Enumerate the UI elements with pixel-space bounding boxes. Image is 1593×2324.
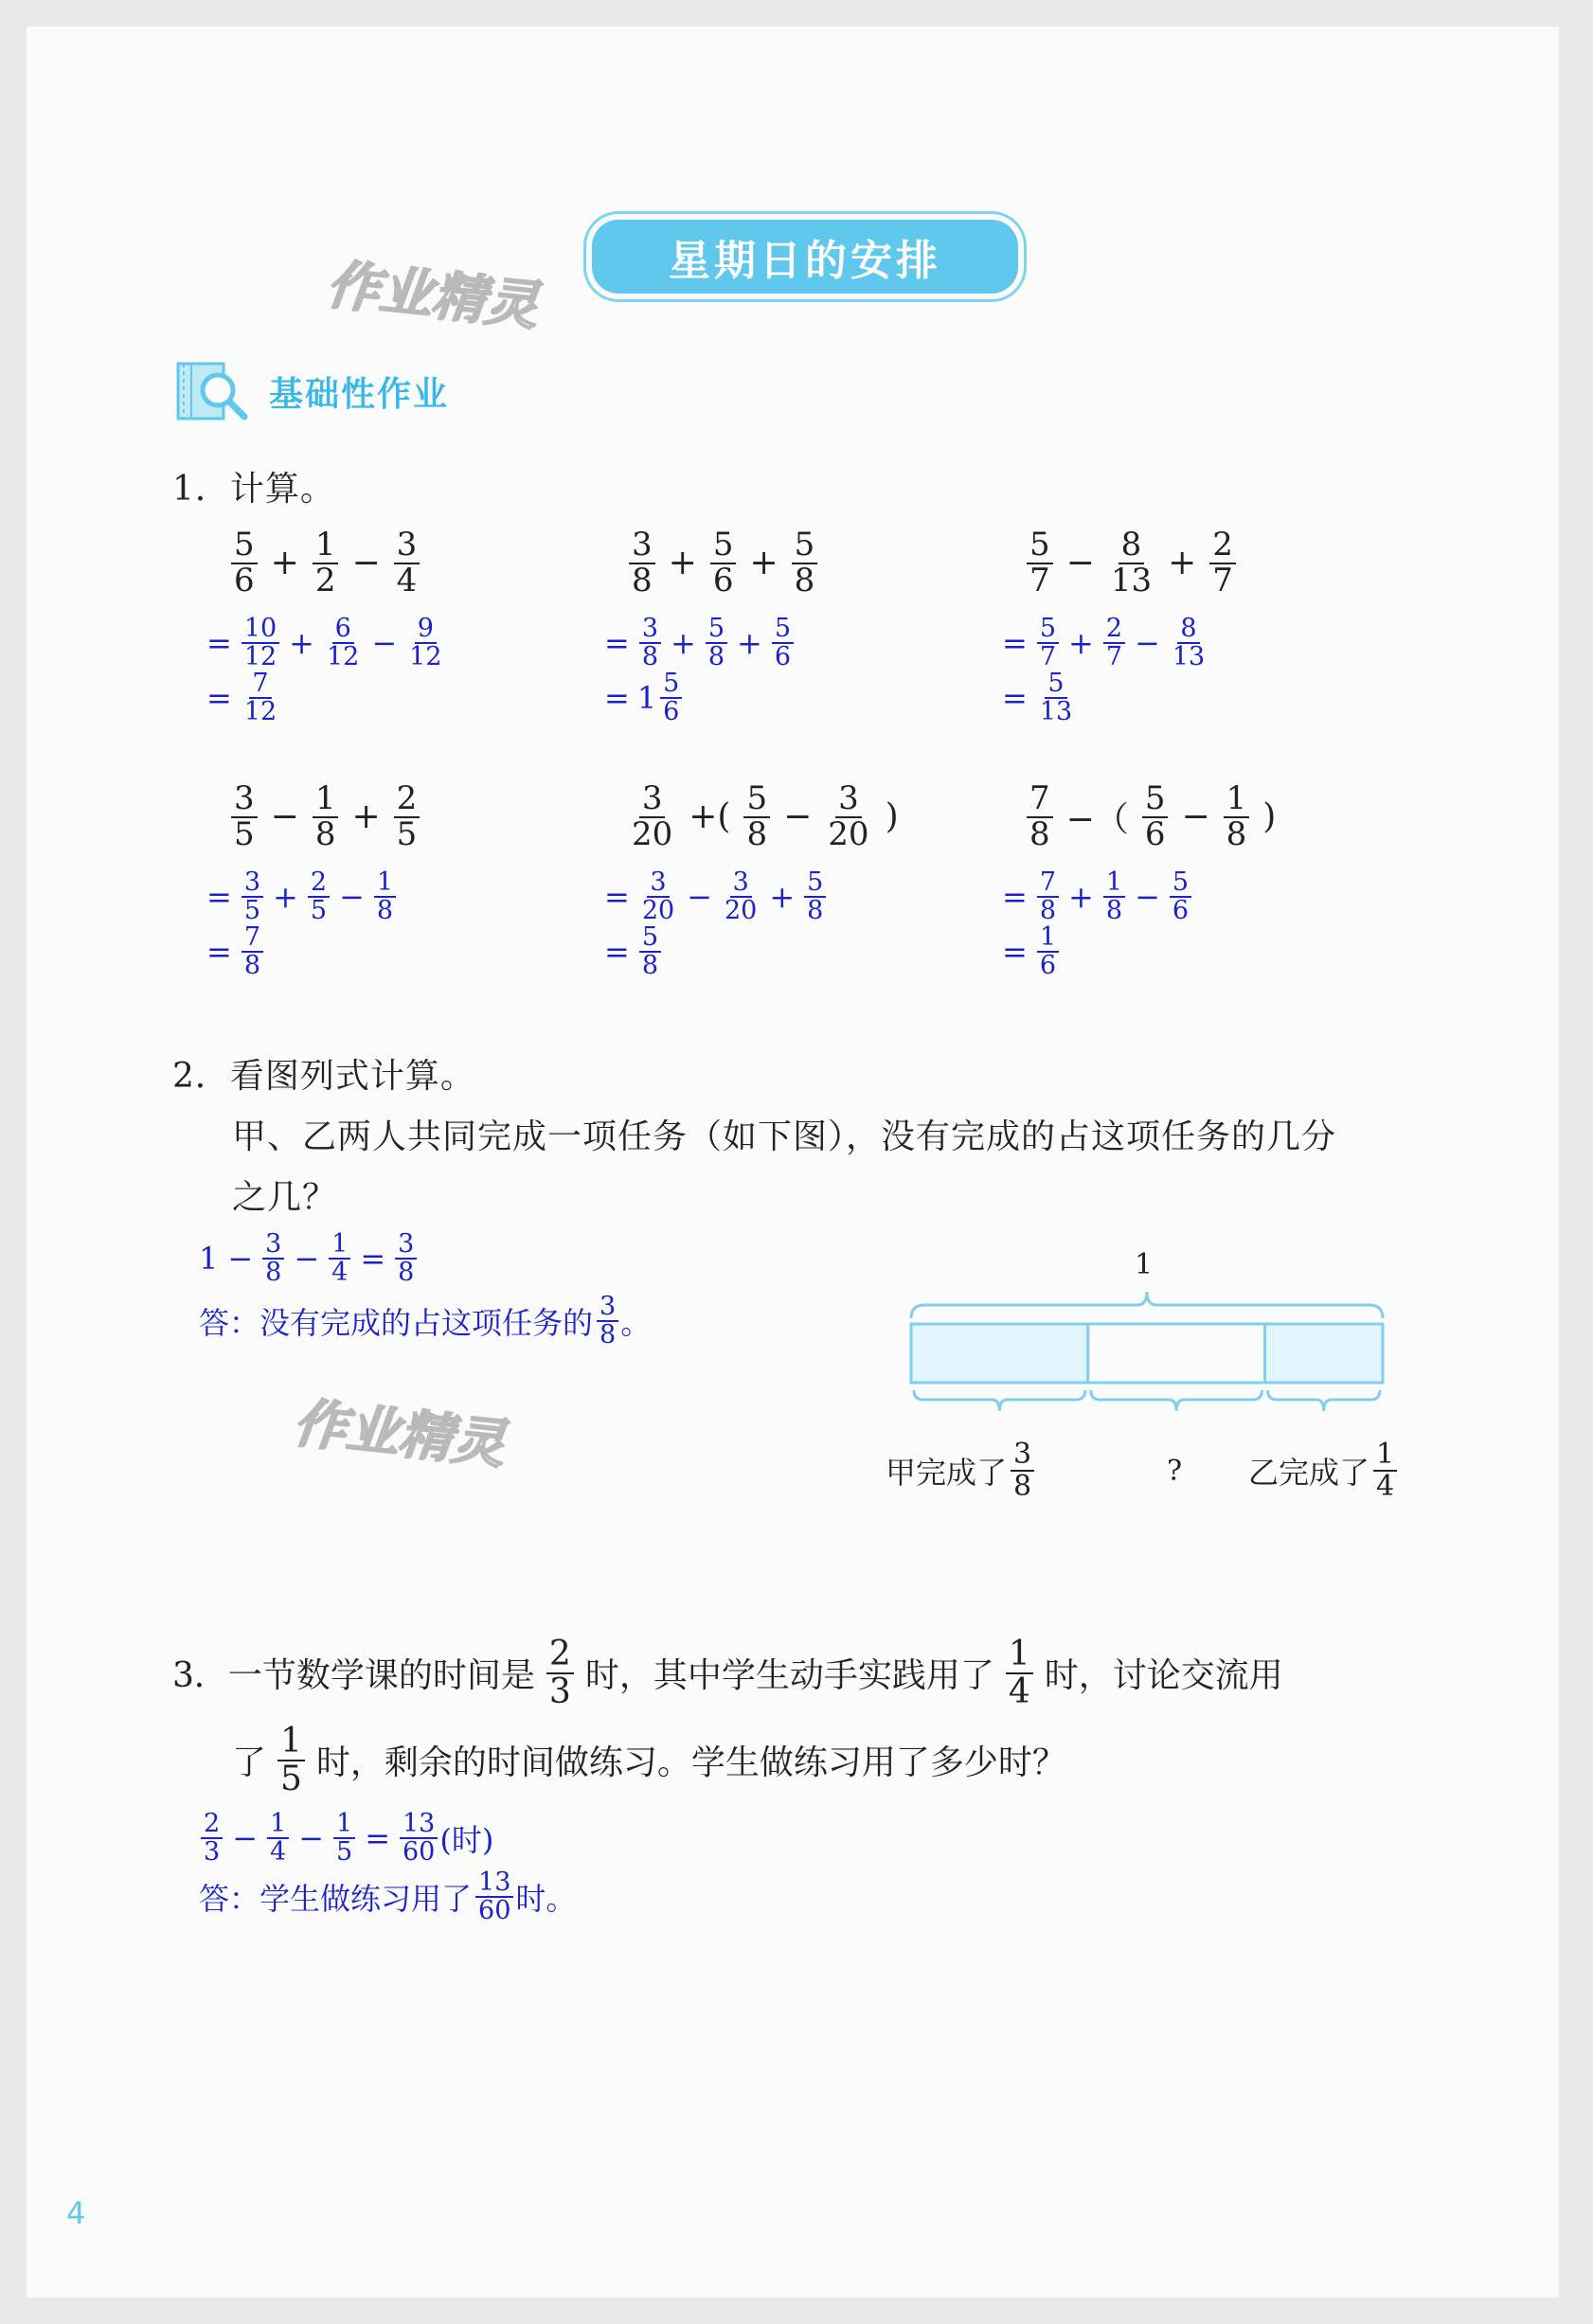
numerator: 2 xyxy=(308,869,330,898)
operator: + xyxy=(270,544,299,583)
numerator: 3 xyxy=(242,869,263,898)
q3-fraction-c: $\frac{1}{5}$ xyxy=(277,1724,305,1797)
denominator: 12 xyxy=(326,642,360,672)
fraction xyxy=(1027,779,1053,853)
operator: = xyxy=(1002,879,1028,916)
fraction xyxy=(267,1811,289,1867)
numerator: 3 xyxy=(394,528,421,564)
denominator: 8 xyxy=(632,561,653,599)
text: 1 xyxy=(636,680,657,717)
operator: − xyxy=(1135,625,1160,662)
q3-answer-equation xyxy=(199,1811,495,1867)
fraction xyxy=(242,869,263,925)
q2-answer-text xyxy=(199,1294,653,1350)
operator: + xyxy=(351,797,381,837)
q3-fraction-a: $\frac{2}{3}$ xyxy=(546,1636,574,1710)
numerator: 2 xyxy=(201,1811,223,1839)
fraction xyxy=(629,528,655,598)
numerator: 3 xyxy=(231,782,258,818)
fraction xyxy=(706,616,727,671)
diagram-right-label xyxy=(1248,1439,1401,1501)
operator: − xyxy=(351,544,381,583)
operator: − xyxy=(298,1820,324,1857)
numerator: 3 xyxy=(629,528,655,564)
fraction xyxy=(639,869,677,925)
denominator: 8 xyxy=(641,951,658,981)
numerator: 1 xyxy=(374,869,396,898)
text: 。 xyxy=(620,1305,652,1342)
fraction xyxy=(825,779,871,853)
fraction xyxy=(329,1231,350,1287)
operator: − xyxy=(1181,797,1210,837)
denominator: 5 xyxy=(243,896,260,926)
numerator: 5 xyxy=(710,528,737,564)
denominator: 5 xyxy=(396,814,418,853)
denominator: 4 xyxy=(270,1837,287,1868)
numerator: 1 xyxy=(1224,782,1250,818)
numerator: 3 xyxy=(597,1294,618,1322)
problem-result xyxy=(199,924,265,980)
fraction xyxy=(629,779,675,853)
numerator: 5 xyxy=(1045,670,1066,699)
denominator: 7 xyxy=(1039,642,1056,672)
fraction xyxy=(242,924,263,980)
numerator: 1 xyxy=(313,782,339,818)
denominator: 8 xyxy=(641,642,658,672)
denominator: 12 xyxy=(243,642,277,672)
fraction xyxy=(308,869,330,925)
denominator: 8 xyxy=(1226,814,1247,853)
numerator: 5 xyxy=(639,924,661,953)
operator: + xyxy=(769,879,796,916)
numerator: 1 xyxy=(1103,869,1125,898)
denominator: 12 xyxy=(409,642,442,672)
operator: − xyxy=(371,625,398,662)
problem-expression xyxy=(227,779,423,853)
text: 时。 xyxy=(515,1881,577,1918)
section-header xyxy=(176,358,449,424)
problem-result xyxy=(994,924,1061,980)
numerator: 5 xyxy=(1037,616,1059,644)
problem-result xyxy=(199,670,281,726)
operator: ) xyxy=(1262,797,1277,837)
operator: = xyxy=(206,625,232,662)
fraction xyxy=(1209,528,1236,598)
fraction xyxy=(262,1231,284,1287)
q3-answer-text xyxy=(199,1869,578,1925)
diagram-mid-label: ? xyxy=(1167,1455,1184,1488)
bar-segment xyxy=(1265,1324,1384,1383)
total-brace xyxy=(911,1292,1383,1318)
numerator: 3 xyxy=(835,782,862,818)
fraction xyxy=(639,616,661,671)
numerator: 5 xyxy=(1170,869,1191,898)
numerator: 7 xyxy=(1027,782,1053,818)
fraction xyxy=(639,924,661,980)
fraction xyxy=(475,1869,513,1925)
denominator: 8 xyxy=(807,896,824,926)
diagram-left-fraction: $\frac{3}{8}$ xyxy=(1011,1439,1034,1501)
denominator: 13 xyxy=(1039,697,1073,727)
fraction xyxy=(1037,924,1059,980)
operator: + xyxy=(737,625,762,662)
operator: − xyxy=(232,1820,258,1857)
text: 1 xyxy=(199,1241,219,1278)
fraction xyxy=(1170,616,1208,671)
fraction xyxy=(394,528,421,598)
watermark-2: 作业精灵 xyxy=(290,1392,509,1476)
numerator: 2 xyxy=(1103,616,1125,644)
denominator: 8 xyxy=(1039,896,1056,926)
operator: = xyxy=(206,680,232,717)
operator: = xyxy=(604,680,630,717)
operator: = xyxy=(360,1241,386,1278)
denominator: 13 xyxy=(1172,642,1206,672)
fraction xyxy=(395,1231,417,1287)
numerator: 1 xyxy=(333,1811,355,1839)
fraction xyxy=(597,1294,618,1350)
numerator: 3 xyxy=(639,616,661,644)
bar-segment xyxy=(1088,1324,1265,1383)
problem-step xyxy=(994,616,1209,671)
fraction xyxy=(792,528,818,598)
q2-answer-equation xyxy=(199,1231,419,1287)
operator: = xyxy=(1002,625,1028,662)
fraction xyxy=(1108,528,1154,598)
numerator: 3 xyxy=(730,869,752,898)
denominator: 20 xyxy=(828,814,869,853)
numerator: 3 xyxy=(395,1231,417,1260)
denominator: 6 xyxy=(774,642,791,672)
fraction xyxy=(710,528,737,598)
operator: + xyxy=(273,879,298,916)
numerator: 5 xyxy=(743,782,770,818)
problem-step xyxy=(199,616,447,671)
fraction xyxy=(1142,779,1169,853)
fraction xyxy=(201,1811,223,1867)
numerator: 5 xyxy=(772,616,794,644)
operator: − xyxy=(270,797,299,837)
numerator: 3 xyxy=(639,782,666,818)
denominator: 8 xyxy=(707,642,725,672)
fraction xyxy=(242,616,279,671)
numerator: 5 xyxy=(804,869,826,898)
fraction xyxy=(400,1811,438,1867)
segment-brace xyxy=(1268,1390,1381,1411)
numerator: 5 xyxy=(660,670,682,699)
numerator: 7 xyxy=(249,670,271,699)
denominator: 8 xyxy=(1105,896,1122,926)
denominator: 60 xyxy=(478,1896,511,1926)
fraction xyxy=(1037,616,1059,671)
text: 答：没有完成的占这项任务的 xyxy=(199,1305,594,1342)
denominator: 6 xyxy=(1172,896,1189,926)
fraction xyxy=(1027,528,1053,598)
denominator: 4 xyxy=(396,561,418,599)
operator: = xyxy=(604,625,630,662)
numerator: 3 xyxy=(647,869,669,898)
denominator: 8 xyxy=(243,951,260,981)
fraction xyxy=(1224,779,1250,853)
operator: + xyxy=(668,544,697,583)
denominator: 6 xyxy=(1144,814,1166,853)
numerator: 8 xyxy=(1177,616,1199,644)
segment-brace xyxy=(1091,1390,1262,1411)
numerator: 5 xyxy=(1142,782,1169,818)
operator: + xyxy=(671,625,696,662)
q3-text-line1: 3．一节数学课的时间是 $\frac{2}{3}$ 时，其中学生动手实践用了 $\frac{1}{4}$ 时，讨论交流用 xyxy=(172,1635,1283,1711)
problem-step xyxy=(597,616,796,671)
denominator: 8 xyxy=(794,561,815,599)
denominator: 7 xyxy=(1029,561,1050,599)
denominator: 8 xyxy=(376,896,393,926)
fraction xyxy=(324,616,362,671)
denominator: 6 xyxy=(1039,951,1056,981)
fraction xyxy=(394,779,421,853)
problem-result xyxy=(597,924,663,980)
q2-text-line1: 甲、乙两人共同完成一项任务（如下图），没有完成的占这项任务的几分 xyxy=(232,1117,1337,1156)
fraction xyxy=(231,779,258,853)
q3-fraction-b: $\frac{1}{4}$ xyxy=(1006,1636,1033,1710)
numerator: 1 xyxy=(329,1231,350,1260)
denominator: 60 xyxy=(403,1837,436,1868)
operator: + xyxy=(1168,544,1197,583)
problem-step xyxy=(597,869,828,925)
denominator: 7 xyxy=(1105,642,1122,672)
operator: ) xyxy=(885,797,899,837)
fraction xyxy=(1103,616,1125,671)
denominator: 13 xyxy=(1110,561,1153,599)
denominator: 12 xyxy=(243,697,277,727)
denominator: 5 xyxy=(336,1837,353,1868)
denominator: 6 xyxy=(234,561,255,599)
operator: + xyxy=(749,544,779,583)
operator: = xyxy=(1002,680,1028,717)
denominator: 20 xyxy=(641,896,675,926)
numerator: 5 xyxy=(231,528,258,564)
diagram-left-label xyxy=(886,1439,1038,1501)
numerator: 9 xyxy=(415,616,437,644)
fraction xyxy=(804,869,826,925)
fraction xyxy=(1037,869,1059,925)
numerator: 13 xyxy=(400,1811,438,1839)
problem-result xyxy=(994,670,1077,726)
numerator: 1 xyxy=(267,1811,289,1839)
fraction xyxy=(242,670,279,726)
numerator: 2 xyxy=(1209,528,1236,564)
denominator: 8 xyxy=(1029,814,1050,853)
diagram-right-text: 乙完成了 xyxy=(1248,1454,1370,1491)
denominator: 8 xyxy=(314,814,336,853)
problem-expression xyxy=(1023,528,1240,598)
denominator: 8 xyxy=(398,1258,415,1288)
denominator: 7 xyxy=(1212,561,1233,599)
operator: = xyxy=(604,934,630,971)
q3-text-line2: 了 $\frac{1}{5}$ 时，剩余的时间做练习。学生做练习用了多少时？ xyxy=(232,1722,1066,1798)
denominator: 3 xyxy=(204,1837,221,1868)
problem-step xyxy=(199,869,398,925)
text: 答：学生做练习用了 xyxy=(199,1881,473,1918)
page-title: 星期日的安排 xyxy=(592,220,1018,294)
problem-expression xyxy=(1023,779,1285,853)
fraction xyxy=(1037,670,1075,726)
bar-segment xyxy=(911,1324,1088,1383)
problem-result xyxy=(597,670,684,726)
fraction xyxy=(1170,869,1191,925)
magnifier-notebook-icon xyxy=(176,360,250,422)
operator: − xyxy=(687,879,712,916)
section-title: 基础性作业 xyxy=(269,374,450,414)
fraction xyxy=(313,528,339,598)
numerator: 1 xyxy=(313,528,339,564)
text: (时) xyxy=(439,1822,494,1859)
problem-expression xyxy=(625,528,821,598)
denominator: 20 xyxy=(632,814,673,853)
fraction xyxy=(722,869,760,925)
numerator: 6 xyxy=(332,616,354,644)
denominator: 5 xyxy=(310,896,327,926)
operator: − xyxy=(1065,544,1095,583)
operator: − xyxy=(294,1241,320,1278)
operator: = xyxy=(206,879,232,916)
q2-label: 2．看图列式计算。 xyxy=(172,1057,475,1096)
denominator: 4 xyxy=(331,1258,349,1288)
operator: = xyxy=(365,1820,390,1857)
denominator: 6 xyxy=(663,697,680,727)
denominator: 2 xyxy=(314,561,336,599)
numerator: 2 xyxy=(394,782,421,818)
operator: − xyxy=(783,797,813,837)
fraction xyxy=(660,670,682,726)
numerator: 7 xyxy=(1037,869,1059,898)
q2-text-line2: 之几？ xyxy=(232,1178,338,1217)
operator: + xyxy=(289,625,314,662)
denominator: 8 xyxy=(265,1258,282,1288)
fraction xyxy=(374,869,396,925)
fraction xyxy=(743,779,770,853)
fraction xyxy=(1103,869,1125,925)
operator: = xyxy=(1002,934,1028,971)
denominator: 20 xyxy=(724,896,758,926)
segment-brace xyxy=(914,1390,1085,1411)
numerator: 5 xyxy=(1027,528,1053,564)
page-number: 4 xyxy=(66,2195,86,2231)
operator: + xyxy=(1068,625,1094,662)
numerator: 1 xyxy=(1037,924,1059,953)
operator: = xyxy=(604,879,630,916)
operator: − xyxy=(1135,879,1160,916)
problem-step xyxy=(994,869,1193,925)
denominator: 8 xyxy=(600,1320,617,1350)
operator: − xyxy=(339,879,365,916)
q1-label: 1．计算。 xyxy=(172,470,335,509)
numerator: 8 xyxy=(1119,528,1145,564)
numerator: 5 xyxy=(792,528,818,564)
numerator: 3 xyxy=(262,1231,284,1260)
fraction xyxy=(333,1811,355,1867)
numerator: 7 xyxy=(242,924,263,953)
operator: = xyxy=(206,934,232,971)
diagram-right-fraction: $\frac{1}{4}$ xyxy=(1373,1439,1397,1501)
denominator: 5 xyxy=(234,814,255,853)
fraction xyxy=(231,528,258,598)
operator: −（ xyxy=(1065,800,1129,840)
watermark: 作业精灵 xyxy=(323,254,542,338)
fraction xyxy=(313,779,339,853)
diagram-left-text: 甲完成了 xyxy=(886,1454,1008,1491)
denominator: 6 xyxy=(712,561,734,599)
numerator: 13 xyxy=(475,1869,513,1898)
fraction xyxy=(772,616,794,671)
problem-expression xyxy=(227,528,423,598)
denominator: 8 xyxy=(746,814,768,853)
operator: + xyxy=(1068,879,1094,916)
fraction xyxy=(406,616,444,671)
diagram-total-label: 1 xyxy=(1135,1248,1154,1281)
problem-expression xyxy=(625,779,908,853)
numerator: 10 xyxy=(242,616,279,644)
operator: − xyxy=(227,1241,254,1278)
numerator: 5 xyxy=(706,616,727,644)
operator: +( xyxy=(689,797,731,837)
